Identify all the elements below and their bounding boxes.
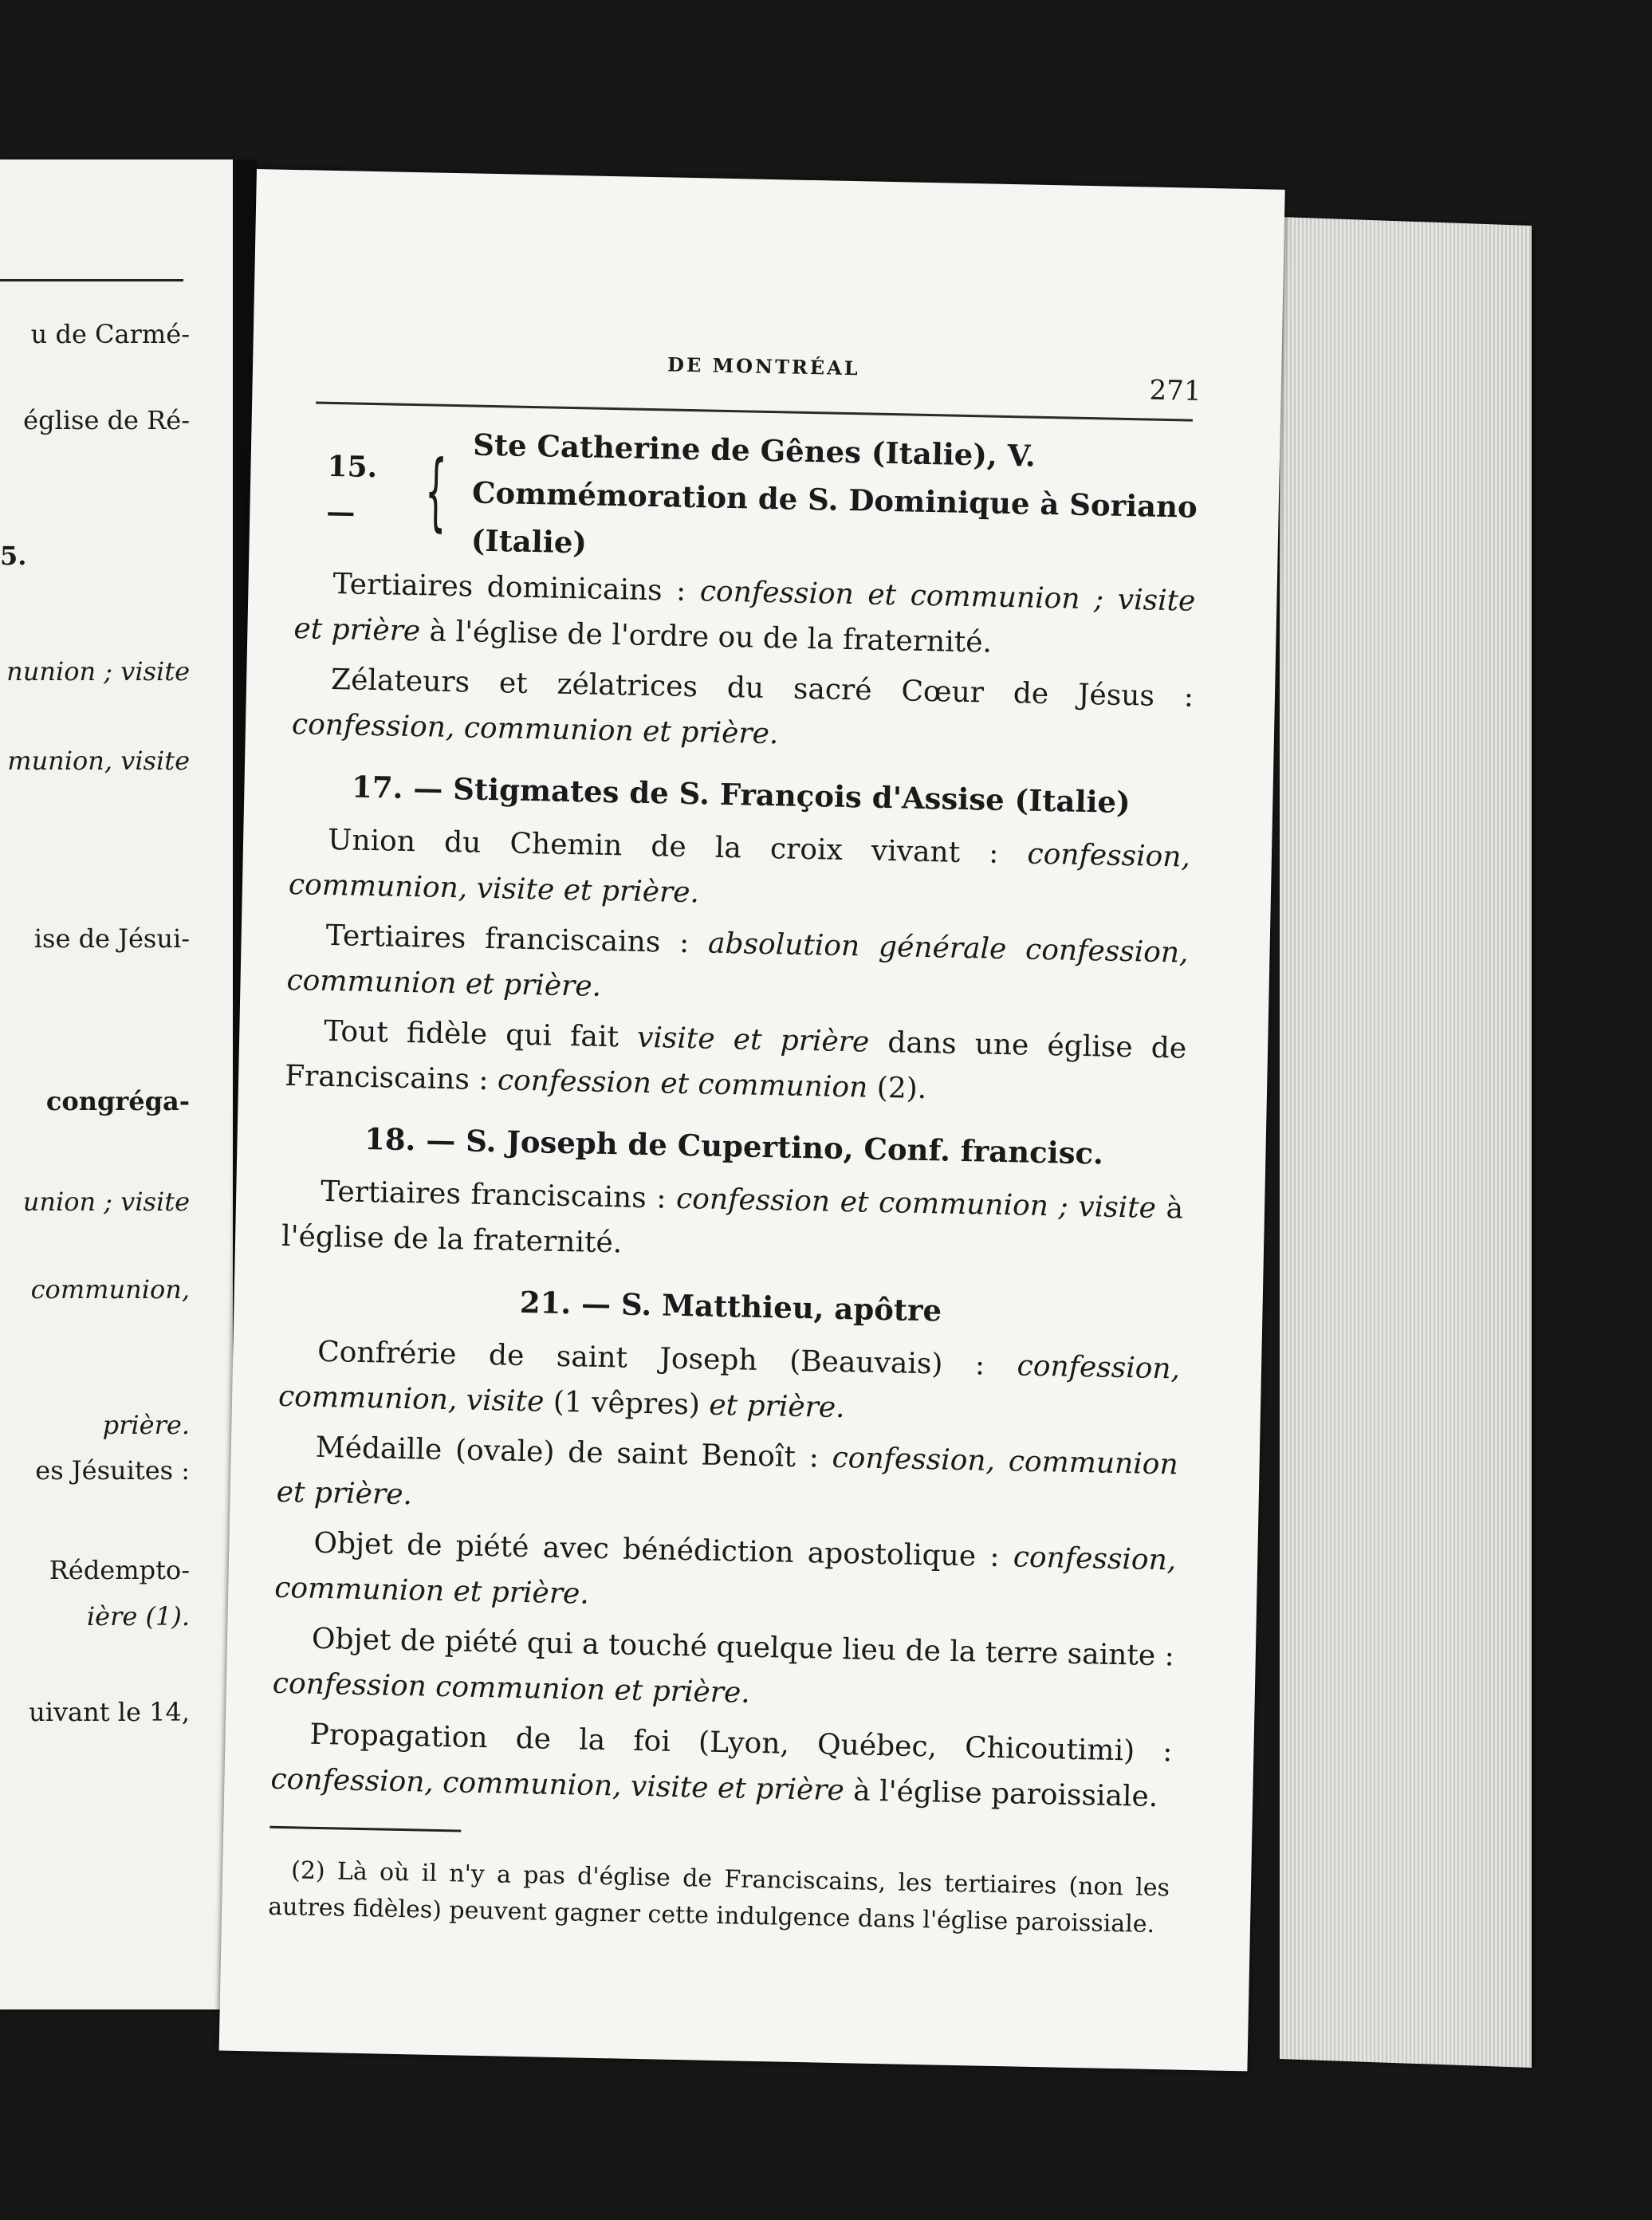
running-head: DE MONTRÉAL [667, 352, 860, 380]
footnote: (2) Là où il n'y a pas d'église de Franciscains, les tertiaires (non les autres fidèles) peuvent gagner cette indulgence dans l'église paroissiale. [267, 1856, 1170, 1939]
feast-number: 15. — [325, 449, 378, 529]
feast-15-commemoration: Commémoration de S. Dominique à Soriano (Italie) [470, 474, 1198, 561]
paragraph: Confrérie de saint Joseph (Beauvais) : confession, communion, visite (1 vêpres) et prière. [277, 1335, 1181, 1425]
left-page-line: église de Ré- [23, 405, 190, 435]
left-page-line: 5. [0, 541, 27, 571]
paragraph: Zélateurs et zélatrices du sacré Cœur de Jésus : confession, communion et prière. [291, 663, 1194, 751]
paragraph: Tertiaires franciscains : confession et communion ; visite à l'église de la fraternité. [281, 1175, 1184, 1260]
feast-21-heading: 21. — S. Matthieu, apôtre [519, 1284, 942, 1328]
left-page-line: uivant le 14, [29, 1697, 190, 1727]
paragraph: Objet de piété qui a touché quelque lieu de la terre sainte : confession communion et prière. [272, 1622, 1175, 1710]
page-number: 271 [1149, 374, 1202, 407]
left-page-line: Rédempto- [49, 1555, 190, 1585]
paragraph: Union du Chemin de la croix vivant : confession, communion, visite et prière. [288, 823, 1191, 910]
feast-15-title: Ste Catherine de Gênes (Italie), V. [472, 427, 1036, 474]
feast-15-heading [325, 418, 1198, 579]
page-content [267, 417, 1198, 1967]
left-page [0, 159, 233, 2009]
left-page-line: es Jésuites : [35, 1455, 190, 1486]
feast-17-heading: 17. — Stigmates de S. François d'Assise (Italie) [351, 769, 1131, 821]
paragraph: Tertiaires franciscains : absolution générale confession, communion et prière. [286, 919, 1189, 1003]
paragraph: Propagation de la foi (Lyon, Québec, Chicoutimi) : confession, communion, visite et prière à l'église paroissiale. [270, 1718, 1173, 1814]
paragraph: Tout fidèle qui fait visite et prière dans une église de Franciscains : confession et communion (2). [284, 1014, 1187, 1106]
header-rule [316, 402, 1193, 422]
left-page-rule [0, 279, 183, 281]
paragraph: Objet de piété avec bénédiction apostolique : confession, communion et prière. [273, 1526, 1177, 1611]
left-page-line: munion, visite [7, 746, 190, 776]
left-page-line: u de Carmé- [30, 319, 190, 349]
left-page-line: communion, [30, 1274, 190, 1305]
paragraph: Médaille (ovale) de saint Benoît : confession, communion et prière. [276, 1431, 1179, 1512]
brace-glyph: { [423, 442, 448, 541]
feast-18-heading: 18. — S. Joseph de Cupertino, Conf. francisc. [364, 1120, 1104, 1171]
left-page-line: union ; visite [22, 1187, 190, 1217]
left-page-line: congréga- [45, 1086, 190, 1116]
footnote-rule [269, 1826, 461, 1832]
feast-15-titles [470, 421, 1198, 579]
left-page-line: ise de Jésui- [33, 923, 190, 954]
page-block-edge [1280, 217, 1532, 2068]
left-page-line: prière. [102, 1410, 190, 1440]
right-page [219, 169, 1285, 2071]
paragraph: Tertiaires dominicains : confession et communion ; visite et prière à l'église de l'ordre ou de la fraternité. [293, 568, 1196, 659]
left-page-line: ière (1). [86, 1601, 190, 1632]
left-page-line: nunion ; visite [6, 656, 190, 687]
